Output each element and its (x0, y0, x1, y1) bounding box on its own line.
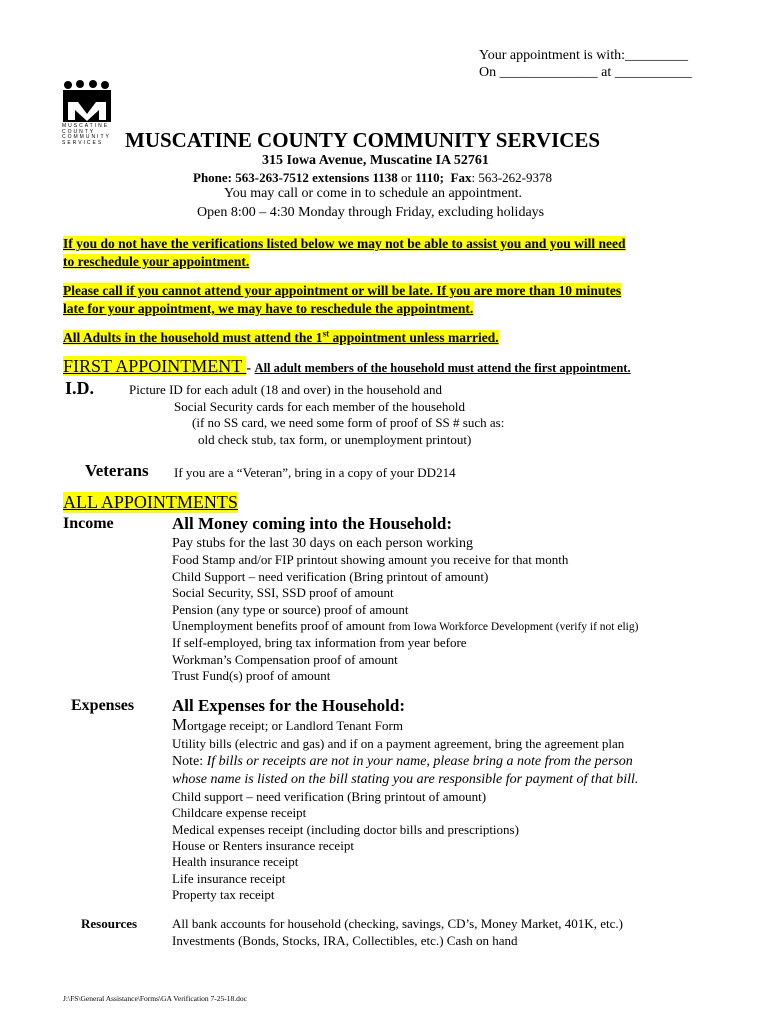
late-notice (63, 282, 621, 318)
income-item: Social Security, SSI, SSD proof of amount (172, 585, 394, 601)
late-notice-line: Please call if you cannot attend your appointment or will be late. If you are more than 10 minutes (63, 283, 622, 298)
phone-ext2: 1110; (415, 170, 444, 185)
verification-notice-line: If you do not have the verifications listed below we may not be able to assist you and you will need (63, 236, 626, 251)
income-item: Child Support – need verification (Bring printout of amount) (172, 568, 489, 584)
first-appointment-heading-row (63, 356, 631, 377)
adults-notice-text-end: appointment unless married. (329, 329, 499, 345)
resources-item: All bank accounts for household (checking, savings, CD’s, Money Market, 401K, etc.) (172, 916, 623, 931)
first-appointment-dash: - (246, 361, 255, 376)
logo-caption-line: COUNTY (62, 128, 96, 135)
utility-item: Utility bills (electric and gas) and if on a payment agreement, bring the agreement plan (172, 736, 625, 752)
expense-item: Childcare expense receipt (172, 805, 307, 821)
phone-label: Phone: 563-263-7512 extensions 1138 (193, 170, 398, 185)
expense-note (172, 753, 638, 789)
income-item: Workman’s Compensation proof of amount (172, 651, 398, 667)
income-item-unemployment (172, 618, 638, 635)
resources-label: Resources (81, 916, 138, 931)
file-path-footer: J:\FS\General Assistance\Forms\GA Verification 7-25-18.doc (63, 994, 248, 1003)
income-list (172, 536, 638, 685)
adults-notice-text: All Adults in the household must attend the 1 (63, 329, 323, 345)
logo-caption-line: COMMUNITY (62, 134, 111, 140)
first-appointment-heading: FIRST APPOINTMENT (63, 356, 247, 376)
verification-notice (63, 235, 626, 271)
verification-notice-line: to reschedule your appointment. (63, 254, 250, 269)
id-requirements (129, 382, 549, 452)
expense-item: Medical expenses receipt (including doctor bills and prescriptions) (172, 821, 519, 837)
expense-note-line: whose name is listed on the bill stating you are responsible for payment of that bill. (172, 771, 639, 787)
agency-logo (62, 80, 112, 150)
office-hours: Open 8:00 – 4:30 Monday through Friday, excluding holidays (197, 205, 545, 220)
expenses-heading: All Expenses for the Household: (172, 696, 405, 715)
all-appointments-heading: ALL APPOINTMENTS (63, 492, 238, 512)
id-line: Picture ID for each adult (18 and over) in the household and (129, 382, 442, 397)
adults-notice (63, 328, 499, 346)
fax-number: : 563-262-9378 (471, 170, 552, 185)
expense-item: Child support – need verification (Bring printout of amount) (172, 788, 487, 804)
income-label: Income (63, 515, 114, 532)
unemployment-note: from Iowa Workforce Development (verify if not elig) (388, 621, 639, 634)
income-item: Pension (any type or source) proof of amount (172, 601, 409, 617)
family-figures-icon (62, 80, 112, 124)
expense-item: Life insurance receipt (172, 870, 286, 886)
income-item: Food Stamp and/or FIP printout showing amount you receive for that month (172, 552, 569, 568)
veterans-text: If you are a “Veteran”, bring in a copy of your DD214 (174, 465, 456, 480)
expense-item: House or Renters insurance receipt (172, 838, 354, 854)
agency-address: 315 Iowa Avenue, Muscatine IA 52761 (262, 153, 489, 168)
agency-title: MUSCATINE COUNTY COMMUNITY SERVICES (125, 128, 601, 152)
mortgage-text: ortgage receipt; or Landlord Tenant Form (187, 718, 403, 733)
logo-caption-line: SERVICES (62, 139, 104, 146)
expenses-list (172, 717, 638, 904)
mortgage-initial: M (172, 715, 188, 734)
expense-note-label: Note: (172, 753, 207, 769)
adults-notice-sup: st (322, 328, 330, 338)
id-line: Social Security cards for each member of the household (174, 399, 465, 414)
appointment-on-line: On ______________ at ___________ (479, 65, 692, 80)
appointment-with-line: Your appointment is with:_________ (479, 48, 688, 63)
fax-label: Fax (450, 170, 472, 185)
resources-item: Investments (Bonds, Stocks, IRA, Collectibles, etc.) Cash on hand (172, 932, 518, 948)
schedule-text: You may call or come in to schedule an appointment. (224, 186, 522, 201)
expense-note-line: If bills or receipts are not in your name, please bring a note from the person (206, 753, 633, 769)
id-line: (if no SS card, we need some form of proof of SS # such as: (192, 415, 505, 430)
phone-or: or (397, 170, 416, 185)
agency-phone-fax (193, 170, 552, 186)
late-notice-line: late for your appointment, we may have to reschedule the appointment. (63, 301, 474, 316)
income-item: Unemployment benefits proof of amount (172, 618, 389, 634)
income-item: If self-employed, bring tax information from year before (172, 635, 467, 651)
expenses-label: Expenses (71, 697, 135, 714)
income-heading: All Money coming into the Household: (172, 514, 453, 533)
expense-item: Property tax receipt (172, 887, 275, 903)
income-item: Trust Fund(s) proof of amount (172, 668, 331, 684)
mortgage-item (172, 717, 638, 734)
expense-item: Health insurance receipt (172, 854, 299, 870)
id-line: old check stub, tax form, or unemployment printout) (198, 432, 472, 447)
id-label: I.D. (65, 378, 95, 398)
first-appointment-note: All adult members of the household must attend the first appointment. (254, 361, 631, 375)
veterans-label: Veterans (85, 461, 149, 480)
resources-list (172, 916, 623, 949)
income-item: Pay stubs for the last 30 days on each person working (172, 536, 473, 551)
logo-caption-line: MUSCATINE (62, 123, 110, 129)
